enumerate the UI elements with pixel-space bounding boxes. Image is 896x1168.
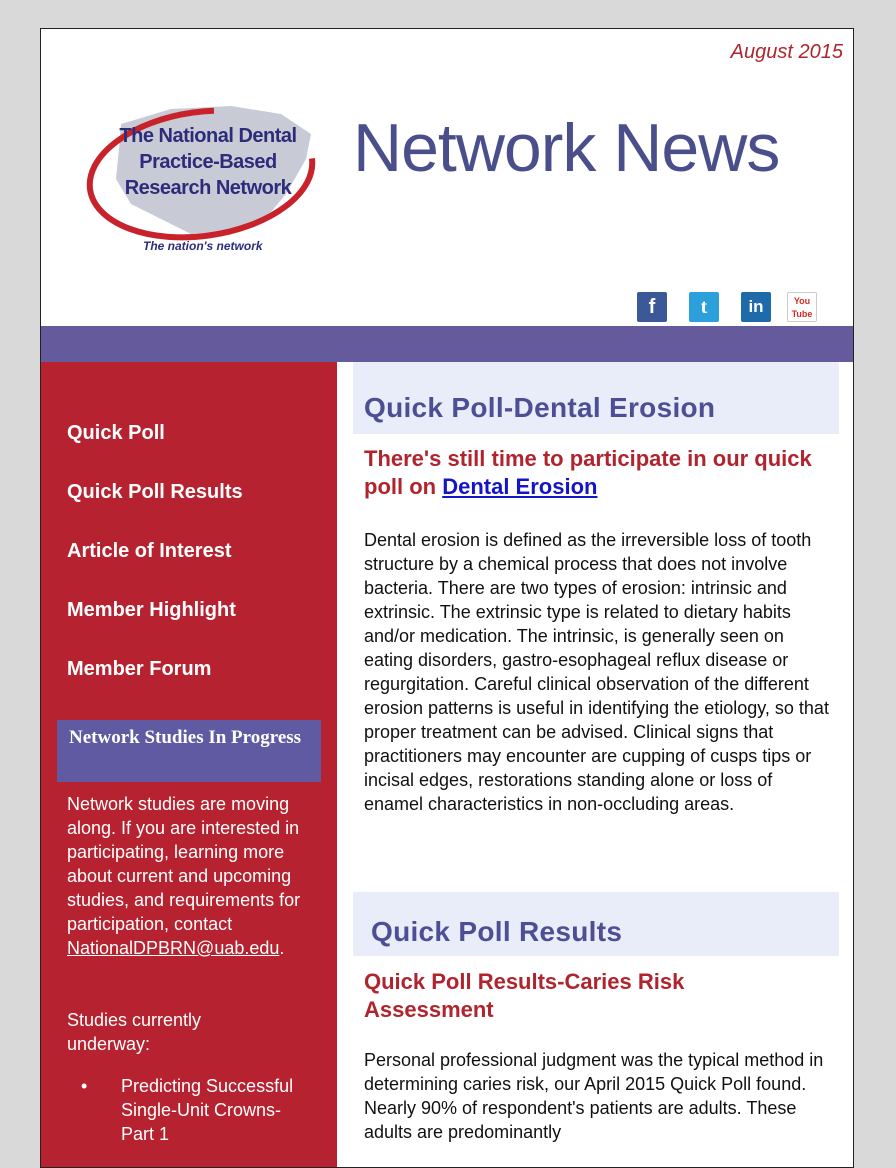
newsletter-page	[40, 28, 854, 1168]
studies-underway-item-text[interactable]: Predicting Successful Single-Unit Crowns-Part 1	[121, 1076, 294, 1144]
youtube-icon[interactable]: You Tube	[787, 292, 817, 322]
logo-line-2: Practice-Based	[139, 151, 277, 173]
quick-poll-title: Quick Poll-Dental Erosion	[364, 392, 716, 423]
nav-quick-poll[interactable]: Quick Poll	[67, 422, 165, 444]
studies-underway-label: Studies currently underway:	[67, 1010, 202, 1054]
dental-erosion-link[interactable]: Dental Erosion	[442, 474, 598, 499]
network-logo	[81, 84, 321, 264]
facebook-icon[interactable]: f	[637, 292, 667, 322]
studies-email-link[interactable]: NationalDPBRN@uab.edu	[67, 938, 280, 958]
header-divider-bar	[41, 326, 854, 362]
quick-poll-results-title: Quick Poll Results	[371, 916, 623, 947]
studies-heading: Network Studies In Progress	[57, 720, 321, 782]
logo-line-3: Research Network	[124, 177, 292, 199]
logo-line-1: The National Dental	[119, 125, 297, 147]
nav-member-forum[interactable]: Member Forum	[67, 658, 212, 680]
quick-poll-results-body: Personal professional judgment was the typical method in determining caries risk, our April 2015 Quick Poll found. Nearly 90% of respondent's patients are adults. These adults are predominantly	[364, 1050, 824, 1142]
logo-map-graphic	[81, 84, 321, 264]
sidebar: Quick Poll Quick Poll Results Article of Interest Member Highlight Member Forum Network Studies In Progress Network studies are moving along. If you are interested in participating, learning more about current and upcoming studies, and requirements for participation, contact NationalDPBRN@uab.edu. Studies currently underway: • Predicting Successful Single-Unit Crowns-Part 1	[41, 362, 337, 1168]
nav-member-highlight[interactable]: Member Highlight	[67, 599, 236, 621]
quick-poll-body: Dental erosion is defined as the irreversible loss of tooth structure by a chemical process that does not involve bacteria. There are two types of erosion: intrinsic and extrinsic. The extrinsic type is related to dietary habits and/or medication. The intrinsic, is generally seen on eating disorders, gastro-esophageal reflux disease or regurgitation. Careful clinical observation of the different erosion patterns is useful in identifying the etiology, so that proper treatment can be advised. Clinical signs that practitioners may encounter are cupping of cusps tips or incisal edges, restorations standing alone or loss of enamel characteristics in non-occluding areas.	[364, 530, 829, 814]
nav-article-of-interest[interactable]: Article of Interest	[67, 540, 232, 562]
studies-description: Network studies are moving along. If you are interested in participating, learning more about current and upcoming studies, and requirements for participation, contact NationalDPBRN@uab.edu.	[67, 794, 301, 958]
quick-poll-results-section-header	[353, 892, 839, 956]
issue-date: August 2015	[730, 41, 843, 63]
twitter-icon[interactable]: t	[689, 292, 719, 322]
quick-poll-section-header	[353, 362, 839, 434]
quick-poll-results-subtitle: Quick Poll Results-Caries Risk Assessment	[364, 969, 685, 1022]
quick-poll-subtitle: There's still time to participate in our quick poll on Dental Erosion	[364, 446, 812, 499]
logo-tagline: The nation's network	[143, 239, 263, 253]
nav-quick-poll-results[interactable]: Quick Poll Results	[67, 481, 243, 503]
masthead-title: Network News	[353, 110, 780, 186]
linkedin-icon[interactable]: in	[741, 292, 771, 322]
